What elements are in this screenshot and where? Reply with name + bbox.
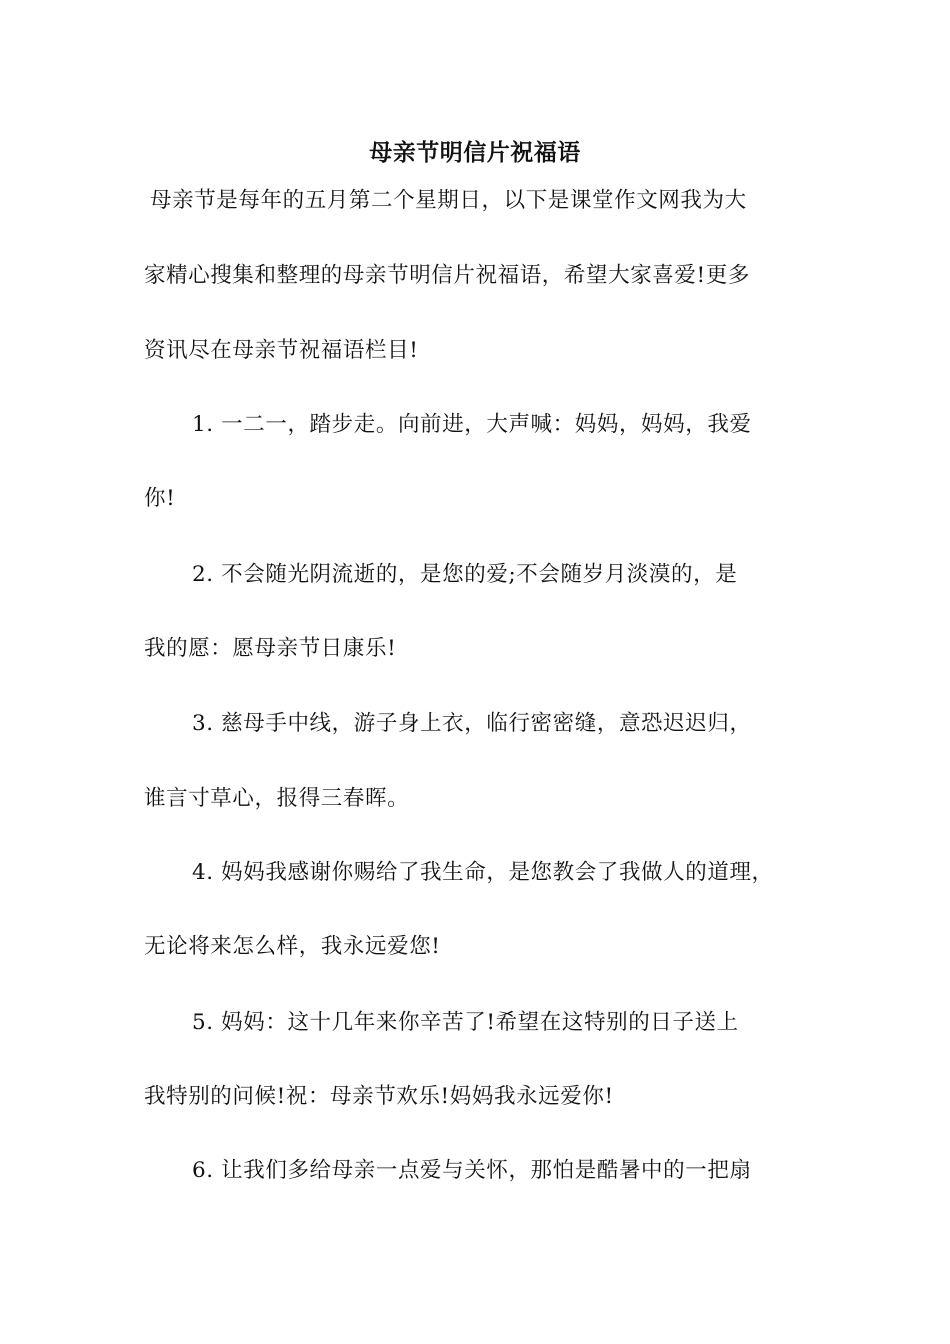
text-line-8: 3. 慈母手中线，游子身上衣，临行密密缝，意恐迟迟归， [192, 711, 752, 736]
text-line-6: 2. 不会随光阴流逝的，是您的爱;不会随岁月淡漠的，是 [192, 562, 738, 587]
text-line-1: 母亲节是每年的五月第二个星期日，以下是课堂作文网我为大 [150, 188, 747, 213]
text-line-9: 谁言寸草心，报得三春晖。 [144, 786, 410, 811]
text-line-13: 我特别的问候!祝：母亲节欢乐!妈妈我永远爱你! [144, 1084, 614, 1109]
text-line-2: 家精心搜集和整理的母亲节明信片祝福语，希望大家喜爱!更多 [144, 263, 750, 288]
text-line-11: 无论将来怎么样，我永远爱您! [144, 934, 441, 959]
text-line-14: 6. 让我们多给母亲一点爱与关怀，那怕是酷暑中的一把扇 [192, 1158, 752, 1183]
document-title: 母亲节明信片祝福语 [369, 139, 581, 166]
text-line-5: 你! [144, 486, 176, 511]
text-line-4: 1. 一二一，踏步走。向前进，大声喊：妈妈，妈妈，我爱 [192, 412, 752, 437]
text-line-10: 4. 妈妈我感谢你赐给了我生命，是您教会了我做人的道理， [192, 860, 774, 885]
text-line-12: 5. 妈妈：这十几年来你辛苦了!希望在这特别的日子送上 [192, 1010, 739, 1035]
text-line-7: 我的愿：愿母亲节日康乐! [144, 636, 397, 661]
text-line-3: 资讯尽在母亲节祝福语栏目! [144, 338, 419, 363]
